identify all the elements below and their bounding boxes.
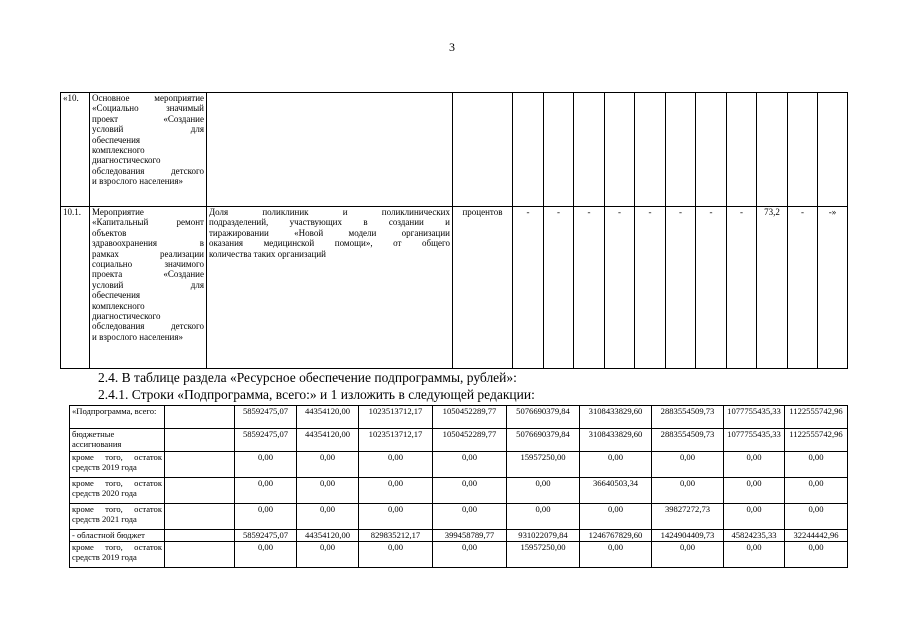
- amount-cell: 15957250,00: [507, 452, 580, 478]
- amount-cell: 0,00: [785, 478, 848, 504]
- text-line: социально значимого: [92, 259, 204, 270]
- text-line: «Социально значимый: [92, 103, 204, 114]
- amount-cell: 44354120,00: [297, 530, 359, 542]
- text-line: комплексного: [92, 145, 145, 156]
- row-number: «10.: [61, 93, 90, 207]
- table-row: [70, 542, 848, 568]
- indicator-description: [207, 207, 453, 369]
- empty-cell: [165, 504, 235, 530]
- amount-cell: 1246767829,60: [580, 530, 652, 542]
- amount-cell: 0,00: [359, 478, 433, 504]
- indicator-value: -: [544, 207, 574, 369]
- indicator-value: -: [788, 207, 818, 369]
- text-line: количества таких организаций: [209, 248, 326, 259]
- amount-cell: 0,00: [652, 452, 724, 478]
- empty-cell: [165, 530, 235, 542]
- empty-cell: [165, 452, 235, 478]
- table-row: [70, 452, 848, 478]
- amount-cell: 0,00: [507, 478, 580, 504]
- section-heading: 2.4. В таблице раздела «Ресурсное обеспечение подпрограммы, рублей»:: [98, 370, 517, 385]
- amount-cell: 1424904409,73: [652, 530, 724, 542]
- amount-cell: 0,00: [433, 478, 507, 504]
- empty-cell: [165, 429, 235, 452]
- indicator-value: -: [513, 207, 544, 369]
- text-line: «Капитальный ремонт: [92, 217, 204, 228]
- amount-cell: 1023513712,17: [359, 406, 433, 429]
- indicator-cell: [207, 93, 453, 207]
- text-line: диагностического: [92, 311, 161, 322]
- amount-cell: 58592475,07: [235, 406, 297, 429]
- page-number: 3: [449, 40, 455, 54]
- row-label: кроме того, остаток средств 2020 года: [70, 478, 165, 504]
- amount-cell: 0,00: [433, 504, 507, 530]
- measure-name: [90, 93, 207, 207]
- amount-cell: 0,00: [235, 542, 297, 568]
- amount-cell: 0,00: [652, 542, 724, 568]
- empty-cell: [165, 406, 235, 429]
- amount-cell: 0,00: [724, 542, 785, 568]
- amount-cell: 0,00: [724, 504, 785, 530]
- row-number: 10.1.: [61, 207, 90, 369]
- amount-cell: 0,00: [297, 478, 359, 504]
- amount-cell: 2883554509,73: [652, 406, 724, 429]
- row-label: кроме того, остаток средств 2019 года: [70, 452, 165, 478]
- text-line: обеспечения: [92, 134, 141, 145]
- empty-cell: [165, 542, 235, 568]
- text-line: комплексного: [92, 300, 145, 311]
- table-row: [61, 93, 848, 207]
- table-row: [70, 504, 848, 530]
- amount-cell: 5076690379,84: [507, 429, 580, 452]
- indicators-table: [60, 92, 848, 369]
- unit-cell: процентов: [453, 207, 513, 369]
- amount-cell: 44354120,00: [297, 429, 359, 452]
- text-line: подразделений, участвующих в создании и: [209, 217, 450, 228]
- amount-cell: 1122555742,96: [785, 406, 848, 429]
- amount-cell: 1023513712,17: [359, 429, 433, 452]
- text-line: оказания медицинской помощи», от общего: [209, 238, 450, 249]
- amount-cell: 2883554509,73: [652, 429, 724, 452]
- indicator-value: -: [696, 207, 727, 369]
- unit-cell: [453, 93, 513, 207]
- amount-cell: 0,00: [785, 504, 848, 530]
- row-label: кроме того, остаток средств 2019 года: [70, 542, 165, 568]
- table-row: [70, 530, 848, 542]
- table-row: [61, 207, 848, 369]
- amount-cell: 1122555742,96: [785, 429, 848, 452]
- text-line: обследования детского: [92, 165, 204, 176]
- amount-cell: 0,00: [359, 452, 433, 478]
- indicator-value: -: [574, 207, 605, 369]
- amount-cell: 0,00: [785, 452, 848, 478]
- amount-cell: 0,00: [297, 504, 359, 530]
- text-line: объектов: [92, 227, 127, 238]
- amount-cell: 0,00: [297, 452, 359, 478]
- text-line: диагностического: [92, 155, 161, 166]
- row-label: кроме того, остаток средств 2021 года: [70, 504, 165, 530]
- text-line: Основное мероприятие: [92, 93, 204, 103]
- text-line: проекта «Создание: [92, 269, 204, 280]
- amount-cell: 5076690379,84: [507, 406, 580, 429]
- amount-cell: 0,00: [235, 504, 297, 530]
- text-line: и взрослого населения»: [92, 176, 183, 187]
- text-line: условий для: [92, 124, 204, 135]
- amount-cell: 829835212,17: [359, 530, 433, 542]
- text-line: тиражировании «Новой модели организации: [209, 227, 450, 238]
- text-line: обследования детского: [92, 321, 204, 332]
- amount-cell: 0,00: [785, 542, 848, 568]
- amount-cell: 0,00: [359, 504, 433, 530]
- amount-cell: 0,00: [507, 504, 580, 530]
- indicator-value: -: [666, 207, 696, 369]
- amount-cell: 0,00: [235, 452, 297, 478]
- amount-cell: 58592475,07: [235, 429, 297, 452]
- amount-cell: 931022079,84: [507, 530, 580, 542]
- amount-cell: 3108433829,60: [580, 429, 652, 452]
- table-row: [70, 478, 848, 504]
- indicator-value: -»: [818, 207, 848, 369]
- amount-cell: 0,00: [433, 542, 507, 568]
- amount-cell: 45824235,33: [724, 530, 785, 542]
- amount-cell: 0,00: [235, 478, 297, 504]
- amount-cell: 0,00: [359, 542, 433, 568]
- amount-cell: 1077755435,33: [724, 429, 785, 452]
- text-line: обеспечения: [92, 290, 141, 301]
- text-line: Мероприятие: [92, 207, 144, 217]
- amount-cell: 0,00: [297, 542, 359, 568]
- amount-cell: 32244442,96: [785, 530, 848, 542]
- text-line: проект «Создание: [92, 113, 204, 124]
- amount-cell: 1050452289,77: [433, 429, 507, 452]
- indicator-value: 73,2: [757, 207, 788, 369]
- empty-cell: [165, 478, 235, 504]
- amount-cell: 0,00: [580, 504, 652, 530]
- indicator-value: -: [727, 207, 757, 369]
- table-row: [70, 429, 848, 452]
- amount-cell: 0,00: [580, 542, 652, 568]
- subsection-heading: 2.4.1. Строки «Подпрограмма, всего:» и 1 изложить в следующей редакции:: [98, 387, 535, 402]
- row-label: бюджетные ассигнования: [70, 429, 165, 452]
- measure-name: [90, 207, 207, 369]
- amount-cell: 0,00: [580, 452, 652, 478]
- text-line: условий для: [92, 279, 204, 290]
- amount-cell: 0,00: [724, 452, 785, 478]
- text-line: здравоохранения в: [92, 238, 204, 249]
- resource-table: [69, 405, 848, 568]
- amount-cell: 0,00: [433, 452, 507, 478]
- text-line: рамках реализации: [92, 248, 204, 259]
- amount-cell: 3108433829,60: [580, 406, 652, 429]
- indicator-value: -: [605, 207, 635, 369]
- amount-cell: 0,00: [652, 478, 724, 504]
- table-row: [70, 406, 848, 429]
- row-label: - областной бюджет: [70, 530, 165, 542]
- amount-cell: 399458789,77: [433, 530, 507, 542]
- amount-cell: 1050452289,77: [433, 406, 507, 429]
- amount-cell: 36640503,34: [580, 478, 652, 504]
- text-line: и взрослого населения»: [92, 331, 183, 342]
- amount-cell: 44354120,00: [297, 406, 359, 429]
- text-line: Доля поликлиник и поликлинических: [209, 207, 450, 217]
- indicator-value: -: [635, 207, 666, 369]
- amount-cell: 1077755435,33: [724, 406, 785, 429]
- amount-cell: 39827272,73: [652, 504, 724, 530]
- row-label: «Подпрограмма, всего:: [70, 406, 165, 429]
- amount-cell: 58592475,07: [235, 530, 297, 542]
- amount-cell: 15957250,00: [507, 542, 580, 568]
- amount-cell: 0,00: [724, 478, 785, 504]
